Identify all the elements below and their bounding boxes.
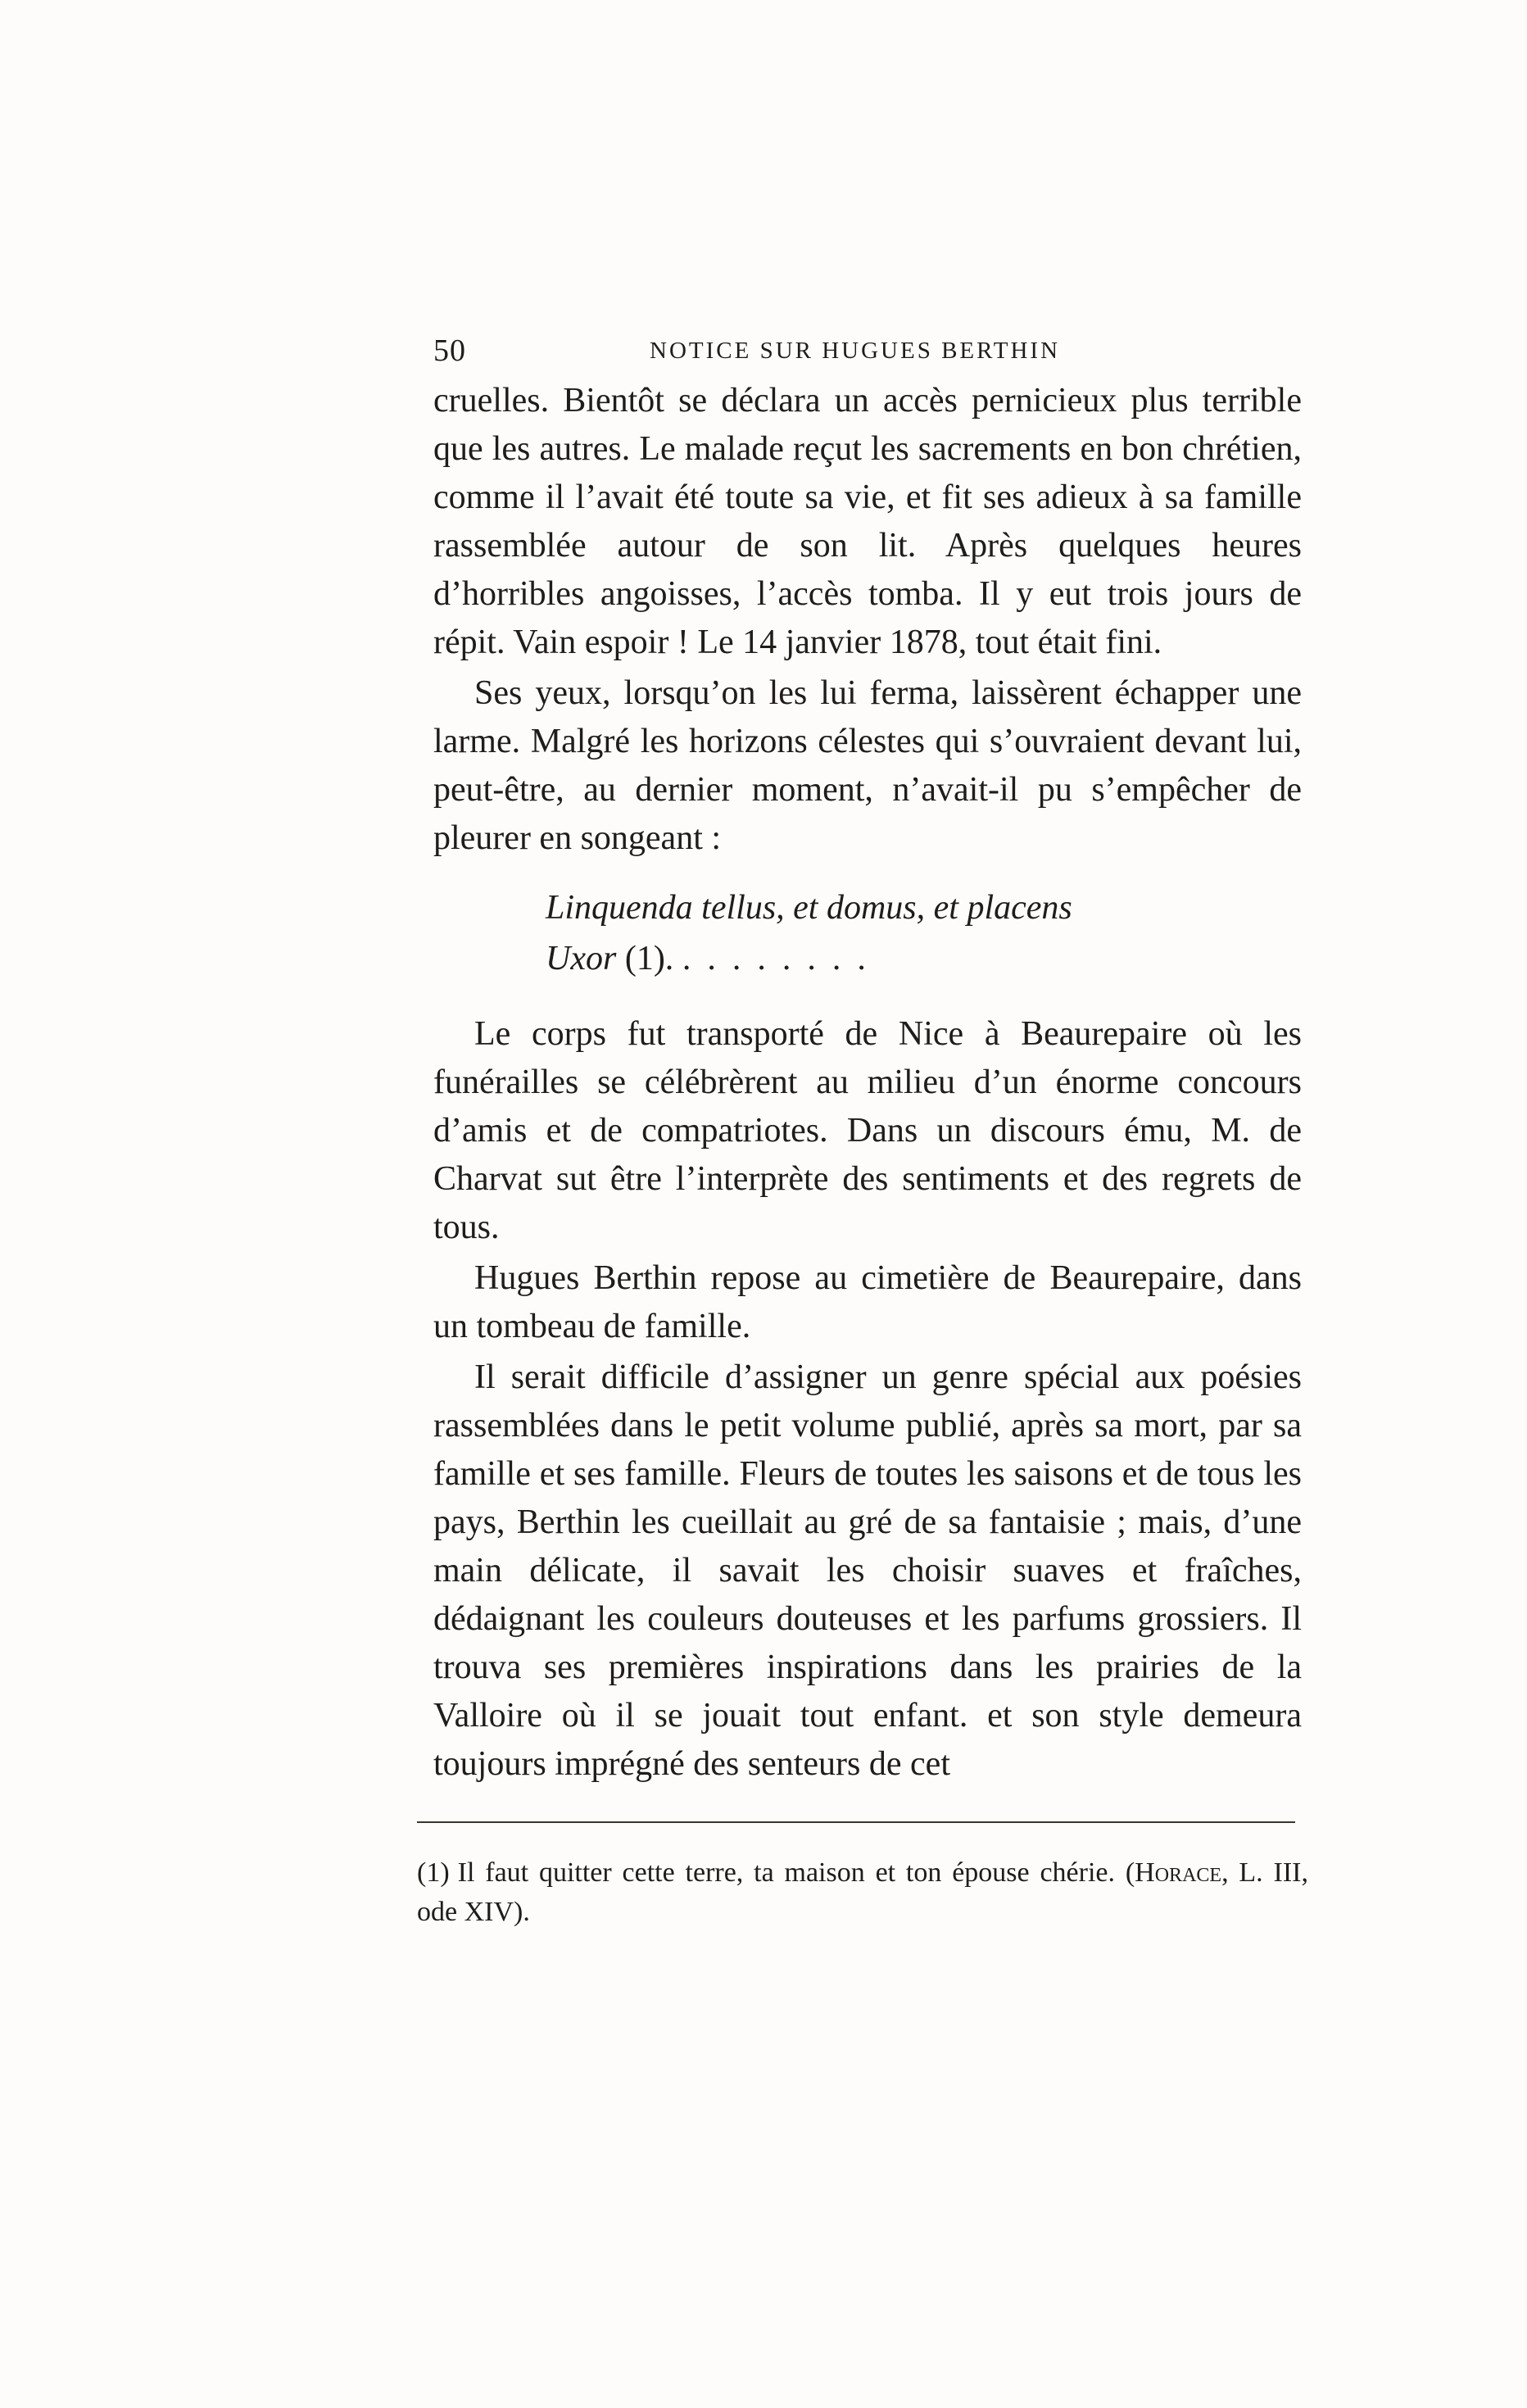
quote-line-2 xyxy=(546,933,1302,984)
quote-word: Uxor xyxy=(546,940,617,977)
latin-quotation xyxy=(433,882,1302,984)
paragraph: Ses yeux, lorsqu’on les lui ferma, laissèrent échapper une larme. Malgré les horizons célestes qui s’ouvraient devant lui, peut-être, au dernier moment, n’avait-il pu s’empêcher de pleurer en songeant : xyxy=(433,674,1302,857)
paragraph: Le corps fut transporté de Nice à Beaurepaire où les funérailles se célébrèrent au milieu d’un énorme concours d’amis et de compatriotes. Dans un discours ému, M. de Charvat sut être l’interprète des sentiments et des regrets de tous. xyxy=(433,1015,1302,1246)
footnote-divider xyxy=(417,1821,1295,1823)
footnote-author: Horace xyxy=(1135,1857,1222,1888)
ellipsis-dots: ........ xyxy=(682,940,882,977)
body-text xyxy=(433,377,1302,1789)
quote-line-1: Linquenda tellus, et domus, et placens xyxy=(546,889,1072,927)
page-number: 50 xyxy=(433,333,466,368)
footnote-text: Il faut quitter cette terre, ta maison et ton épouse chérie. ( xyxy=(457,1857,1135,1888)
footnote xyxy=(417,1853,1308,1932)
footnote-reference: (1). xyxy=(616,940,682,977)
footnote-label: (1) xyxy=(417,1857,450,1888)
paragraph: Il serait difficile d’assigner un genre spécial aux poésies rassemblées dans le petit volume publié, après sa mort, par sa famille et ses famille. Fleurs de toutes les saisons et de tous les pays, Berthin les cueillait au gré de sa fantaisie ; mais, d’une main délicate, il savait les choisir suaves et fraîches, dédaignant les couleurs douteuses et les parfums grossiers. Il trouva ses premières inspirations dans les prairies de la Valloire où il se jouait tout enfant. et son style demeura toujours imprégné des senteurs de cet xyxy=(433,1358,1302,1783)
page-header xyxy=(433,328,1089,377)
paragraph: Hugues Berthin repose au cimetière de Beaurepaire, dans un tombeau de famille. xyxy=(433,1259,1302,1345)
footnote-citation: , L. III, ode XIV). xyxy=(417,1857,1308,1927)
paragraph: cruelles. Bientôt se déclara un accès pernicieux plus terrible que les autres. Le malade reçut les sacrements en bon chrétien, comme il l’avait été toute sa vie, et fit ses adieux à sa famille rassemblée autour de son lit. Après quelques heures d’horribles angoisses, l’accès tomba. Il y eut trois jours de répit. Vain espoir ! Le 14 janvier 1878, tout était fini. xyxy=(433,382,1302,661)
running-title: NOTICE SUR HUGUES BERTHIN xyxy=(650,338,1061,364)
